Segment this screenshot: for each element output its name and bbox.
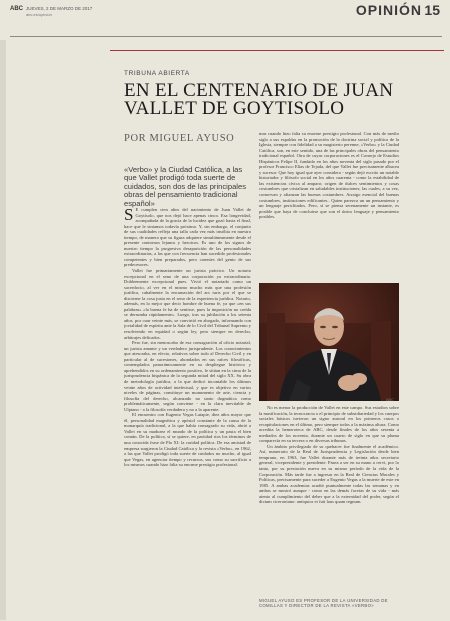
section-title: OPINIÓN — [355, 2, 422, 18]
portrait-photo — [259, 283, 399, 401]
body-paragraph: El encuentro con Eugenio Vegas Latapie, diez años mayor que él, personalidad magnética y apóstol constante de la causa de la monarquía tradicional, a la que había consagrado su vida, abrió a Vallet en su madurez el mundo de la política y un pasta el bien común. De la política, sí se quiere, en partidad rios los términos de una conocida frase de Pío XI: la caridad política. De esa amistad de empresa surgieron la Ciudad Católica y la revista «Verbo», en 1962, a las que Vallet prodigó toda suerte de cuidados no mucho, al igual que Vegas, en agenciar tiempo y recursos, sus como su sacrificio a los mismos cuando hizo falta su enorme prestigio profesional. — [124, 412, 251, 468]
body-paragraph: mas cuando hizo falta su enorme prestigio profesional. Con más de medio siglo a sus espaldas en la promoción de la doctrina social y política de la Iglesia, siempre con fidelidad a su magisterio perenne, «Verbo» y la Ciudad Católica, son, en este sentido, una de las principales obras del pensamiento tradicional español. Otra de cuyas corporaciones es el Consejo de Estudios Hispánicos Felipe II, fundado en los años noventa del siglo pasado por el profesor Francisco Elías de Tejada, del que Vallet fue precisamente albacea y sucesor. Que hoy igual que ayer considera - según dejó escrito un notable historiador y filósofo social en los años cuarenta - como la estabilidad de las existencias cívica al amparo; origen de dulces sentimientos y cosas costumbres que cristalizan en saludables instituciones; las cuales, a su vez, conservan y afianzan las buenas costumbres. Arraigo esencial del buenas costumbres, instituciones edificantes.. Quien parezca un un pensamiento y un lenguaje periclitados. Pero, sí se piensa serenamente un instante, es posible que haya de concluirse que son el único lenguaje y pensamiento posibles. — [259, 131, 399, 220]
body-paragraph: Pero fue, sin menoscabo de esa consagración al oficio notarial, un jurista amante y un verdadero jurisprudente. Los conocimientos que atesoraba, en efecto, relativos sobre todo al Derecho Civil y en particular al de sucesiones, ahondados en sus raíces filosóficas, contemplados panorámicamente en su despliegue histórico y aprehendidos en su ordenamiento positivo, le sitúan en la cima de la jurisprudencia hispánica de la segunda mitad del siglo XX. Su obra de metodología jurídica, a la que dedicó incontable los últimos veinte años de actividad intelectual, y que es objetivo en varios niveles de páginas, constituye un monumento de arte, ciencia y filosofía del derecho, alcanzado no tanto dogmática como problemáticamente, según conviene - en la clara inevitable de Ulpiano - a la filosofía verdadera y no a la aparente. — [124, 340, 251, 412]
newspaper-logo: ABC — [10, 6, 23, 12]
body-paragraph: S E cumplen cien años del nacimiento de Juan Vallet de Goytisolo, que nos dejó hace apenas cinco. Esa longevidad, acompañada de la gracia de la lucidez que gozó hasta el final, hace que le sintamos todavía próximo. Y, sin embargo, el conjunto de sus cualidades refleja una talla cada vez más insólita en nuestro tiempo, de manera que su figura adquiere simultáneamente desde el presente contornos lejanos y heroicos. Es uno de los signos de nuestro tiempo la progresiva desaparición de las personalidades extraordinarias, a las que con frecuencia han sucedido profesionales competentes y bien preparados, pero carentes del genio de sus predecesores. — [124, 207, 251, 268]
body-column-2 — [259, 131, 399, 279]
issue-date: JUEVES, 2 DE MARZO DE 2017 — [26, 6, 93, 11]
body-column-1 — [124, 207, 251, 607]
body-paragraph: No es menor la producción de Vallet en este campo. Sus estudios sobre la masificación, la tecnocracia o el principio de subsidiariedad y los cuerpos sociales básicos tuvieron un signo auroral en los primeros casos o recapitulaciones en el último, pero siempre todos a la máxima altura. Como acredita la hemeroteca de ABC, desde finales de los años sesenta a mediados de los noventa, durante un cuarto de siglo en que su pluma comparecía en su tercera o en diversas tribunas. — [259, 405, 399, 444]
page-number: 15 — [424, 2, 440, 18]
author-bio: MIGUEL AYUSO ES PROFESOR DE LA UNIVERSIDAD DE COMILLAS Y DIRECTOR DE LA REVISTA «VERBO» — [259, 598, 388, 609]
body-paragraph: Un ámbito privilegiado de su quehacer fue finalmente el académico. Así, numerario de la Real de Jurisprudencia y Legislación desde bien temprano, en 1963, fue Vallet durante más de treinta años secretario general, vicepresidente y presidente. Pasea a ser en su mano a cervi, por lo tanto, por su prestación nueva en su mismo período de la vida de la Corporación. Más tarde fue a ingresar en la Real de Ciencias Morales y Políticas, precisamente para suceder a Eugenio Vegas a la muerte de este en 1985. A ambas academias acudió puntualmente todas las semanas y en ambas se mostró aunque - como en las demás facetas de su vida - más atento al cumplimiento del deber que a la externidad del poder, según el dictum ciceroniano: antiquior ei fuit laus quam regnum. — [259, 443, 399, 505]
masthead — [10, 4, 440, 34]
article-kicker: TRIBUNA ABIERTA — [124, 70, 190, 77]
body-paragraph: Vallet fue primariamente un jurista práctico. Un notario excepcional en el seno de una corporación ya extraordinaria. Dobleemente excepcional pues. Vivió el notariado como un sacerdocio, al ver en el mismo mucho más que una profesión jurídica, cabalmente la encarnación del ars iuris por el que se discierne la cosa justa en el seno de la experiencia jurídica. Notario, además, en lo mejor que decir hombre de buena fe, ya que «en sus palabras» «la buena fe ha de sentirse, pues la imposición no creída se derrumba rápidamente». Luego, tras su jubilación a los setenta años, por cuar veinte más, se convirtió en abogado, informando con jovialidad de espíritu ante la Sala de lo Civil del Tribunal Supremo y resolviendo en equidad o según ley, pero siempre en derecho, arbitrajes delicados. — [124, 268, 251, 340]
page-fold-shadow — [0, 40, 6, 620]
article-top-rule — [110, 50, 444, 51]
section-url: abc.es/opinion — [26, 12, 52, 17]
body-column-3 — [259, 405, 399, 595]
portrait-illustration — [259, 283, 399, 401]
article-author: POR MIGUEL AYUSO — [124, 133, 235, 144]
article-title: EN EL CENTENARIO DE JUAN VALLET DE GOYTISOLO — [124, 80, 394, 119]
article-lead: «Verbo» y la Ciudad Católica, a las que Vallet prodigó toda suerte de cuidados, son dos de las principales obras del pensamiento tradicional español» — [124, 165, 246, 208]
photo-credit: ABC — [386, 398, 394, 402]
header-rule — [10, 36, 442, 37]
drop-cap: S — [124, 207, 134, 224]
